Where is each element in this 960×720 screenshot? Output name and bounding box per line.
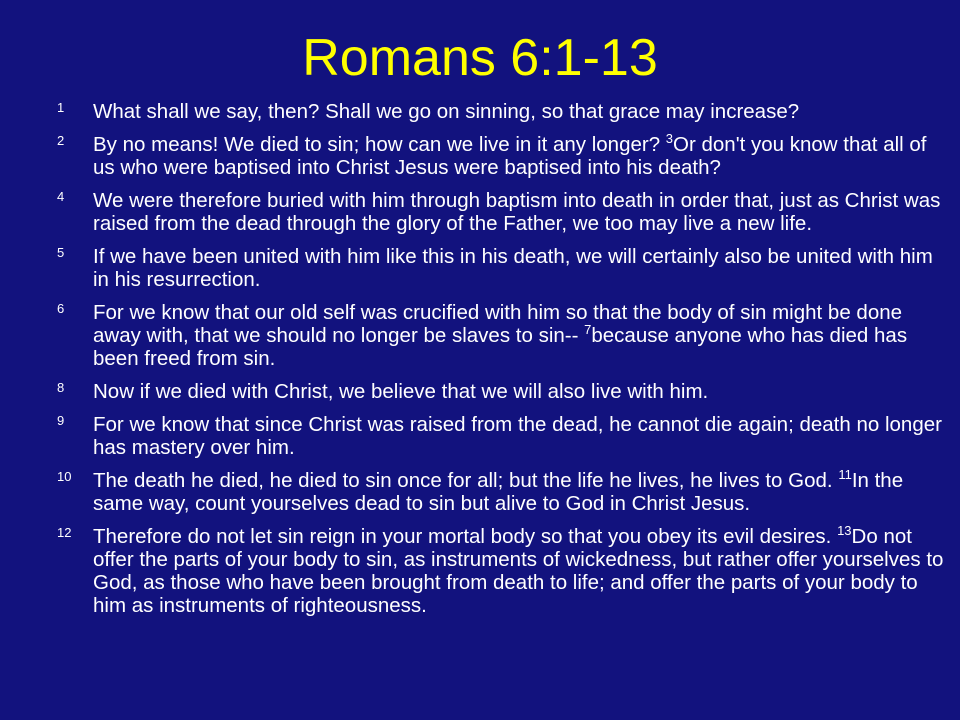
verse-text: Now if we died with Christ, we believe that we will also live with him.: [93, 380, 709, 403]
verse-number: 5: [57, 245, 65, 260]
verse-text: What shall we say, then? Shall we go on sinning, so that grace may increase?: [93, 100, 800, 123]
verse-text: We were therefore buried with him through baptism into death in order that, just as Christ was raised from the dead through the glory of the Father, we too may live a new life.: [93, 189, 941, 235]
verse-number: 2: [57, 133, 65, 148]
verse-text: For we know that our old self was crucified with him so that the body of sin might be done away with, that we should no longer be slaves to sin--: [93, 301, 903, 347]
verse-text: In the same way, count yourselves dead to sin but alive to God in Christ Jesus.: [93, 469, 904, 515]
verse-text: If we have been united with him like this in his death, we will certainly also be united with him in his resurrection.: [93, 245, 933, 291]
verse-paragraph: [57, 525, 947, 617]
verse-number: 4: [57, 189, 65, 204]
verse-number: 10: [57, 469, 72, 484]
verse-text: For we know that since Christ was raised from the dead, he cannot die again; death no longer has mastery over him.: [93, 413, 942, 459]
verse-paragraph: [57, 380, 947, 403]
verse-paragraph: [57, 189, 947, 235]
verse-number: 9: [57, 413, 65, 428]
verse-text: Do not offer the parts of your body to sin, as instruments of wickedness, but rather offer yourselves to God, as those who have been brought from death to life; and offer the parts of your body to him as instruments of righteousness.: [93, 525, 944, 617]
verse-paragraph: [57, 469, 947, 515]
inline-verse-number: 3: [665, 131, 674, 147]
verse-paragraph: [57, 133, 947, 179]
verse-text: The death he died, he died to sin once for all; but the life he lives, he lives to God.: [93, 469, 839, 492]
verse-paragraph: [57, 413, 947, 459]
verse-text: By no means! We died to sin; how can we live in it any longer?: [93, 133, 666, 156]
inline-verse-number: 7: [584, 322, 592, 338]
verse-paragraph: [57, 245, 947, 291]
verse-text: Therefore do not let sin reign in your mortal body so that you obey its evil desires.: [93, 525, 838, 548]
inline-verse-number: 13: [837, 523, 852, 539]
verse-text: Or don't you know that all of us who were baptised into Christ Jesus were baptised into his death?: [93, 133, 927, 179]
verse-list: [57, 100, 947, 627]
verse-number: 6: [57, 301, 65, 316]
verse-paragraph: [57, 100, 947, 123]
inline-verse-number: 11: [838, 467, 852, 483]
verse-number: 8: [57, 380, 65, 395]
verse-number: 1: [57, 100, 65, 115]
verse-text: because anyone who has died has been freed from sin.: [93, 324, 908, 370]
verse-number: 12: [57, 525, 72, 540]
slide-title: Romans 6:1-13: [302, 29, 658, 87]
verse-paragraph: [57, 301, 947, 370]
